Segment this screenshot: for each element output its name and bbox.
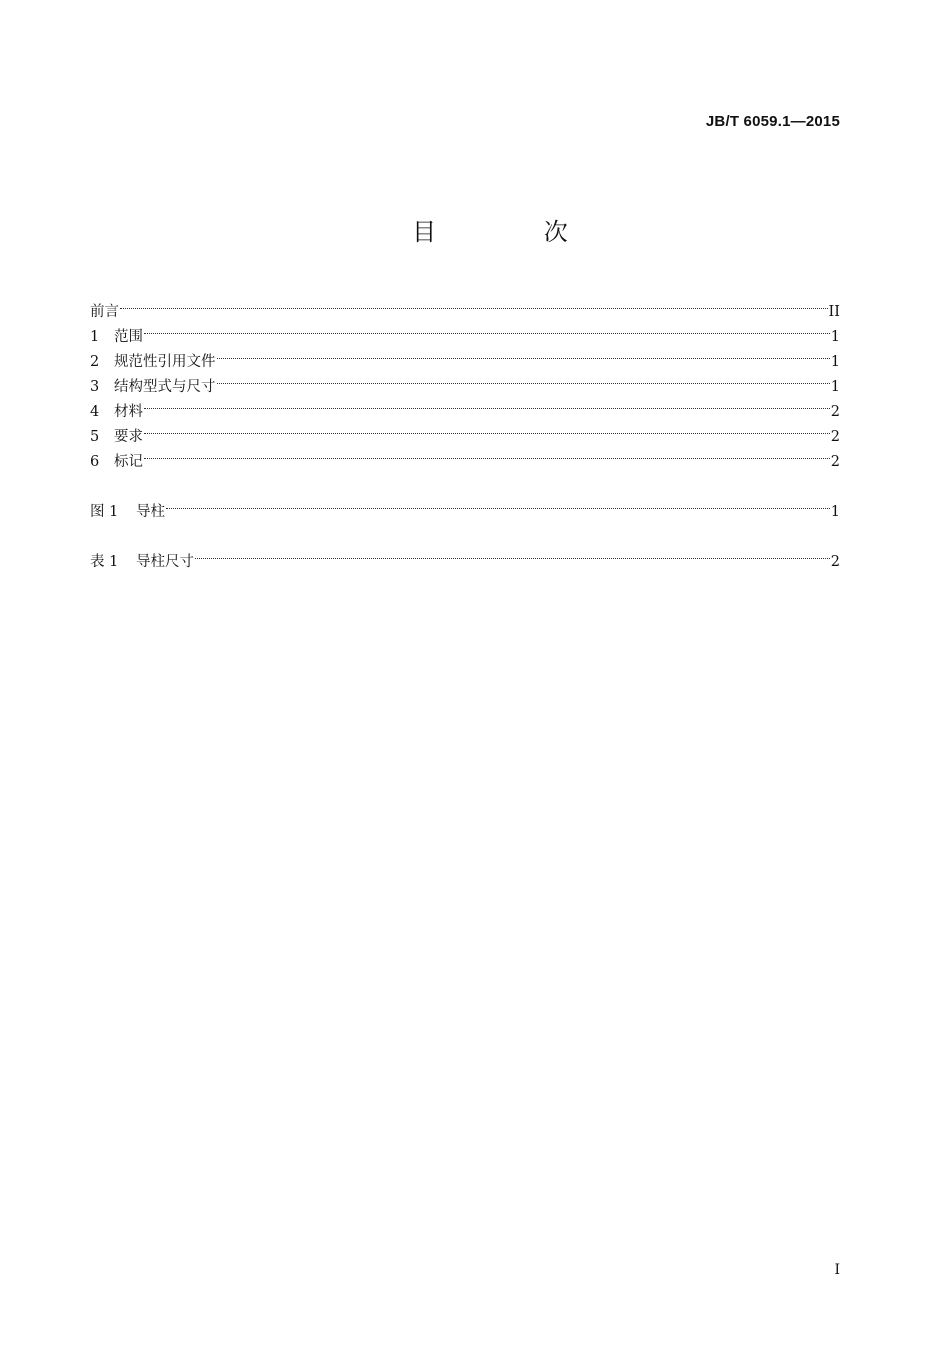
toc-entry-number: 3	[90, 379, 100, 395]
toc-entry-page: 1	[830, 329, 840, 345]
page-number: I	[834, 1262, 840, 1278]
toc-entry-table-1[interactable]	[90, 541, 840, 570]
toc-entry-label: 规范性引用文件	[114, 354, 216, 370]
toc-entry-label: 导柱	[136, 504, 165, 520]
toc-entry-label: 范围	[114, 329, 143, 345]
toc-title: 目 次	[412, 218, 618, 246]
toc-leader-dots	[144, 316, 830, 341]
toc-leader-dots	[144, 416, 830, 441]
toc-figure-number: 图 1	[90, 504, 119, 520]
toc-entry-label: 标记	[114, 454, 143, 470]
toc-entry-page: 1	[830, 504, 840, 520]
toc-entry-requirements[interactable]	[90, 416, 840, 445]
toc-table-number: 表 1	[90, 554, 119, 570]
toc-entry-number: 4	[90, 404, 100, 420]
toc-entry-marking[interactable]	[90, 441, 840, 470]
toc-entry-number: 2	[90, 354, 100, 370]
toc-entry-page: 1	[830, 379, 840, 395]
toc-entry-page: 2	[830, 429, 840, 445]
toc-entry-label: 导柱尺寸	[136, 554, 194, 570]
toc-entry-page: 2	[830, 454, 840, 470]
toc-leader-dots	[166, 491, 830, 516]
toc-leader-dots	[144, 391, 830, 416]
toc-entry-materials[interactable]	[90, 391, 840, 420]
toc-entry-label: 前言	[90, 304, 119, 320]
toc-entry-foreword[interactable]	[90, 291, 840, 320]
toc-leader-dots	[120, 291, 828, 316]
toc-entry-number: 6	[90, 454, 100, 470]
toc-leader-dots	[144, 441, 830, 466]
toc-entry-page: 2	[830, 404, 840, 420]
toc-entry-scope[interactable]	[90, 316, 840, 345]
table-of-contents	[90, 291, 840, 570]
toc-leader-dots	[217, 341, 830, 366]
toc-entry-number: 1	[90, 329, 100, 345]
toc-entry-label: 结构型式与尺寸	[114, 379, 216, 395]
toc-leader-dots	[217, 366, 830, 391]
toc-entry-page: 2	[830, 554, 840, 570]
toc-entry-figure-1[interactable]	[90, 491, 840, 520]
toc-entry-number: 5	[90, 429, 100, 445]
toc-entry-label: 要求	[114, 429, 143, 445]
toc-entry-page: II	[828, 304, 840, 320]
toc-entry-page: 1	[830, 354, 840, 370]
toc-entry-label: 材料	[114, 404, 143, 420]
toc-leader-dots	[195, 541, 830, 566]
standard-code: JB/T 6059.1—2015	[705, 113, 840, 130]
toc-entry-normative-references[interactable]	[90, 341, 840, 370]
